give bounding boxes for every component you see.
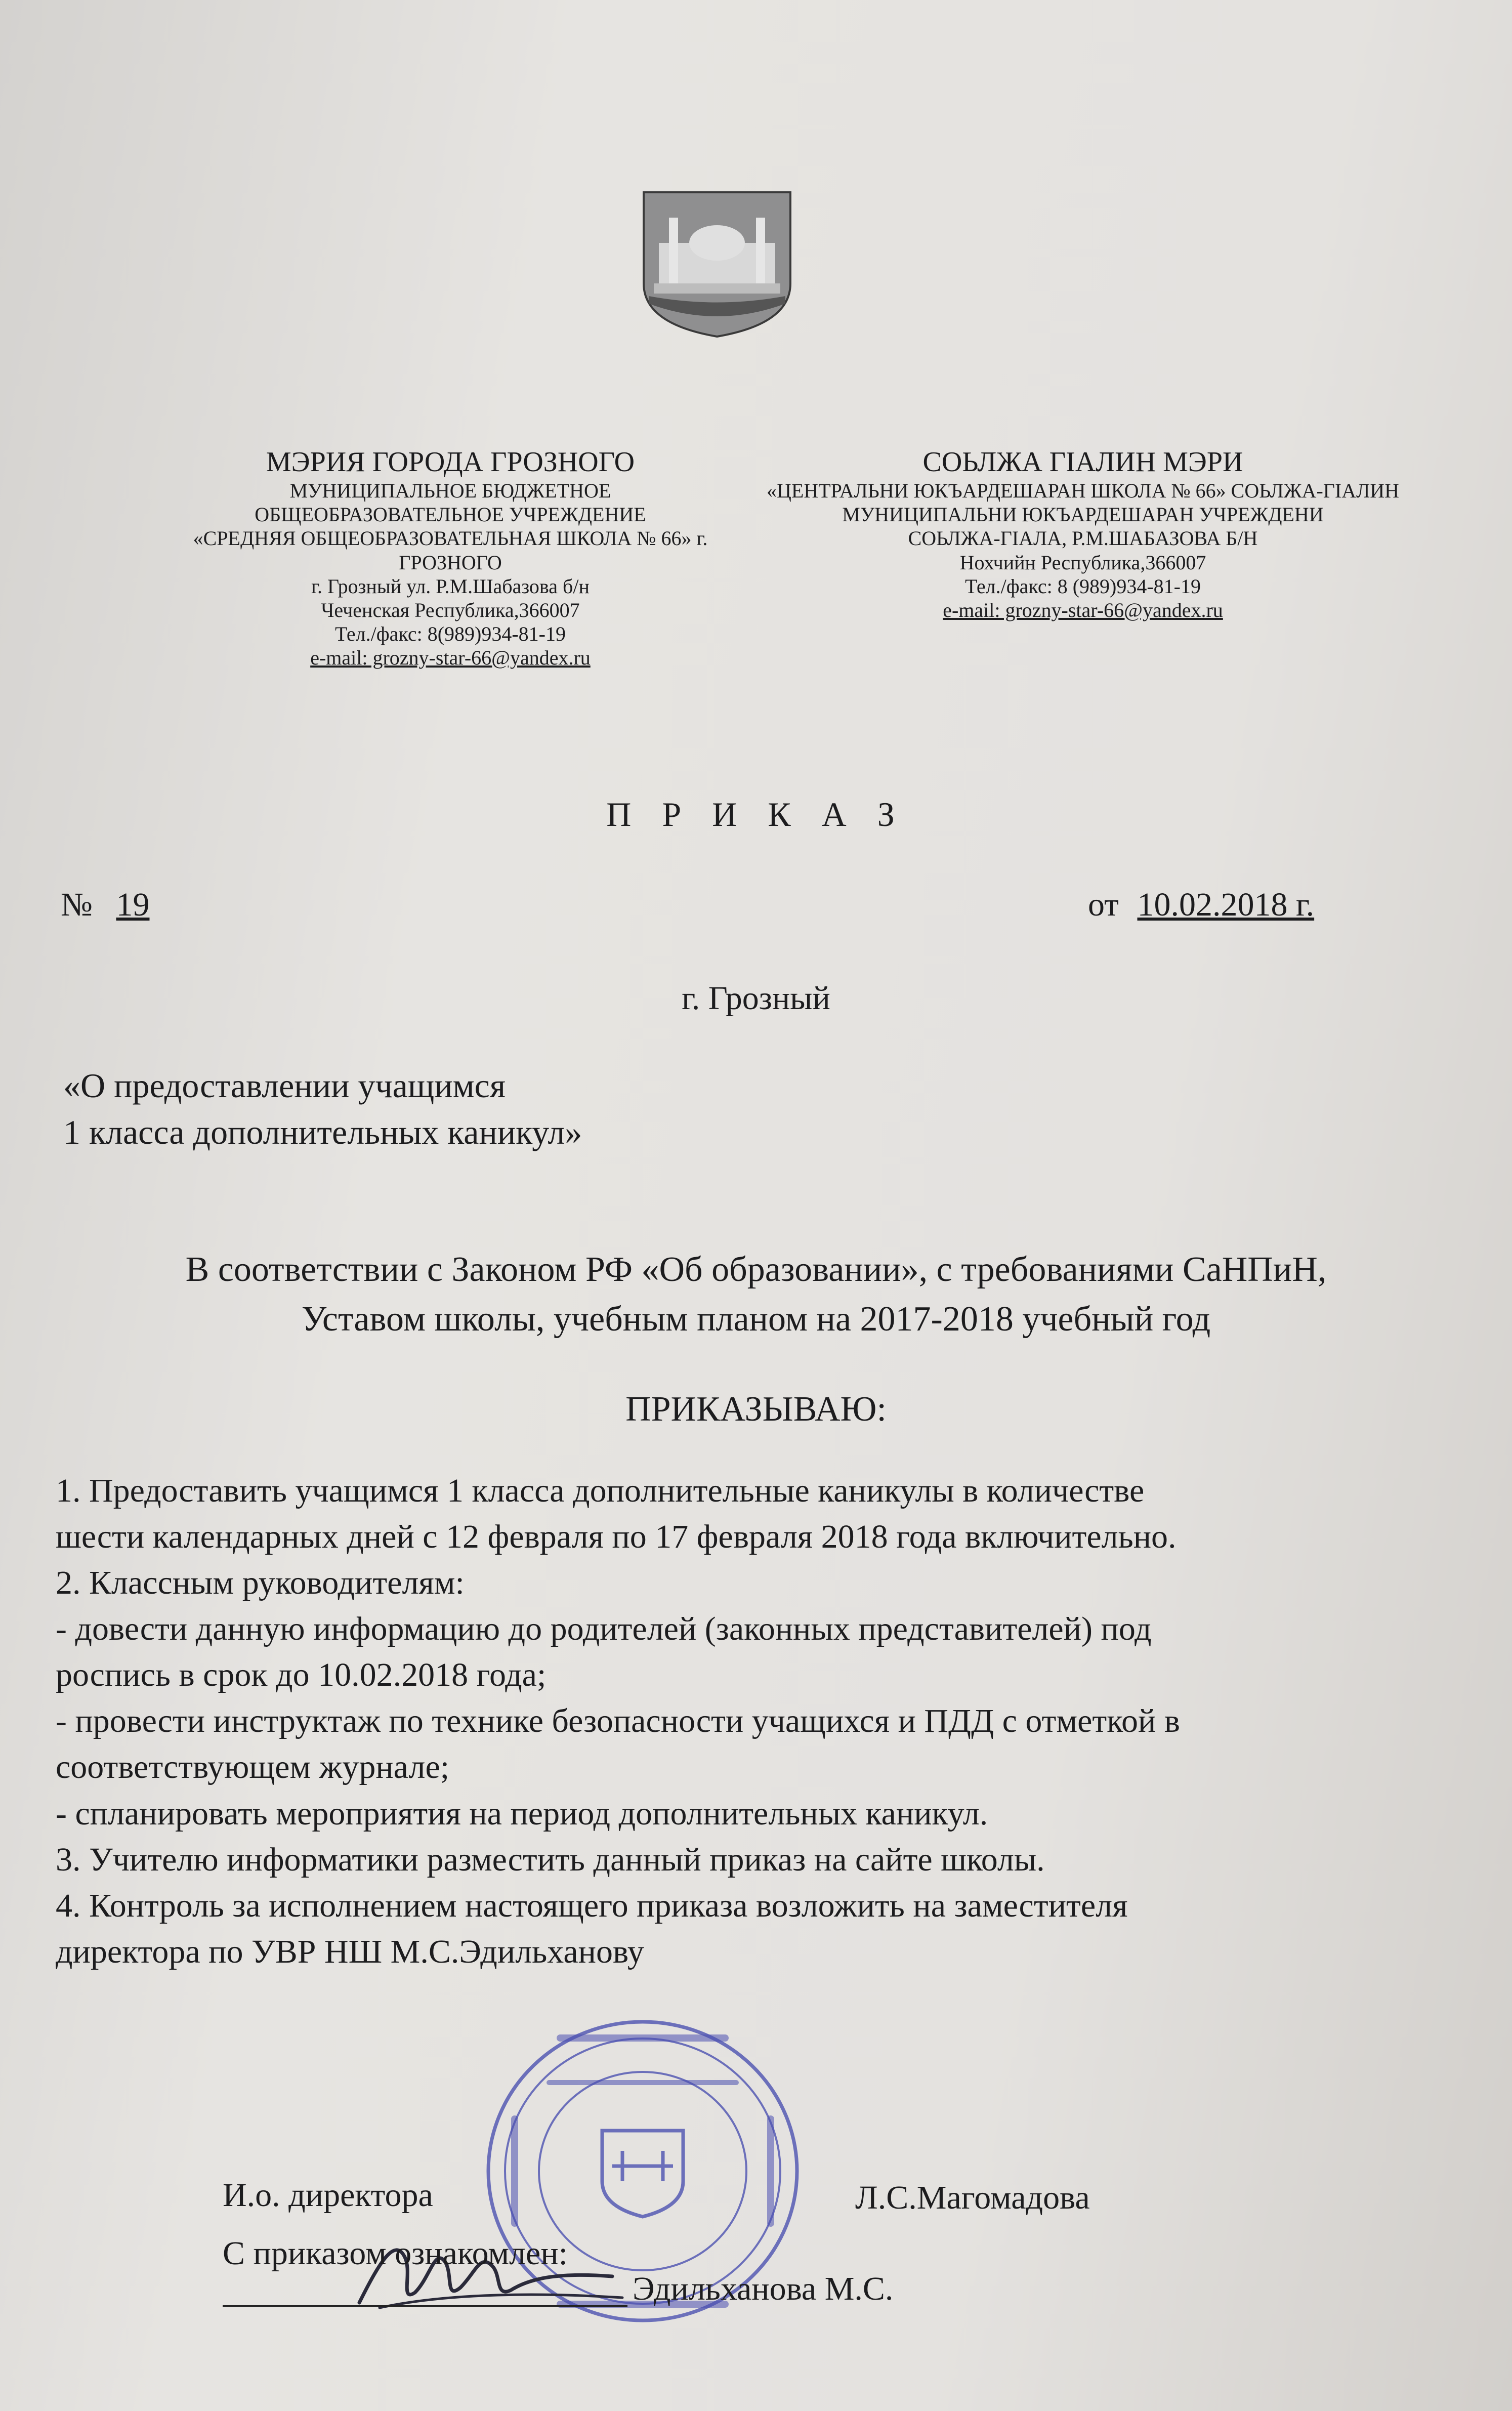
- header-right-line: МУНИЦИПАЛЬНИ ЮКЪАРДЕШАРАН УЧРЕЖДЕНИ: [842, 503, 1324, 526]
- order-item-line: 3. Учителю информатики разместить данный приказ на сайте школы.: [56, 1841, 1045, 1878]
- order-item-line: 2. Классным руководителям:: [56, 1564, 465, 1602]
- date-value: 10.02.2018 г.: [1137, 886, 1315, 923]
- city: г. Грозный: [682, 980, 830, 1017]
- order-date: [1088, 886, 1324, 924]
- header-right-line: «ЦЕНТРАЛЬНИ ЮКЪАРДЕШАРАН ШКОЛА № 66» СОЬЛЖА-ГІАЛИН: [767, 479, 1399, 503]
- header-right-line: Нохчийн Республика,366007: [959, 551, 1206, 574]
- number-label: №: [61, 886, 93, 923]
- header-right-line: Тел./факс: 8 (989)934-81-19: [965, 574, 1201, 598]
- preamble-line: Уставом школы, учебным планом на 2017-2018 учебный год: [301, 1300, 1211, 1339]
- acknowledged-name: Эдильханова М.С.: [633, 2270, 894, 2307]
- signer-name: Л.С.Магомадова: [855, 2179, 1090, 2216]
- header-left-russian: [152, 445, 749, 670]
- order-heading: ПРИКАЗЫВАЮ:: [625, 1390, 887, 1429]
- header-left-line: ОБЩЕОБРАЗОВАТЕЛЬНОЕ УЧРЕЖДЕНИЕ: [255, 503, 646, 526]
- subject-line: «О предоставлении учащимся: [63, 1066, 506, 1105]
- order-item-line: роспись в срок до 10.02.2018 года;: [56, 1656, 547, 1694]
- order-item-line: - провести инструктаж по технике безопасности учащихся и ПДД с отметкой в: [56, 1702, 1180, 1740]
- header-right-title: СОЬЛЖА ГІАЛИН МЭРИ: [922, 446, 1243, 478]
- city-emblem-icon: [639, 187, 795, 339]
- number-value: 19: [116, 886, 150, 923]
- order-item-line: - спланировать мероприятия на период дополнительных каникул.: [56, 1795, 988, 1832]
- preamble-line: В соответствии с Законом РФ «Об образовании», с требованиями СаНПиН,: [185, 1250, 1327, 1289]
- header-right-line: СОЬЛЖА-ГІАЛА, Р.М.ШАБАЗОВА Б/Н: [908, 527, 1258, 550]
- order-item-line: 1. Предоставить учащимся 1 класса дополнительные каникулы в количестве: [56, 1472, 1145, 1509]
- order-item-line: - довести данную информацию до родителей (законных представителей) под: [56, 1610, 1152, 1648]
- header-left-line: Тел./факс: 8(989)934-81-19: [335, 622, 566, 646]
- header-left-line: г. Грозный ул. Р.М.Шабазова б/н: [311, 574, 590, 598]
- date-label: от: [1088, 886, 1119, 923]
- header-left-line: МУНИЦИПАЛЬНОЕ БЮДЖЕТНОЕ: [289, 479, 611, 503]
- subject-line: 1 класса дополнительных каникул»: [63, 1112, 582, 1151]
- order-preamble: [0, 1245, 1512, 1344]
- acknowledgement-label: С приказом ознакомлен:: [223, 2235, 568, 2272]
- order-item-line: 4. Контроль за исполнением настоящего приказа возложить на заместителя: [56, 1887, 1128, 1924]
- order-item-line: шести календарных дней с 12 февраля по 17 февраля 2018 года включительно.: [56, 1518, 1177, 1556]
- order-item-line: соответствующем журнале;: [56, 1749, 450, 1786]
- header-left-line: «СРЕДНЯЯ ОБЩЕОБРАЗОВАТЕЛЬНАЯ ШКОЛА № 66» г. ГРОЗНОГО: [193, 527, 708, 574]
- order-subject: [63, 1063, 582, 1156]
- order-items: [56, 1468, 1473, 1975]
- header-right-email: e-mail: grozny-star-66@yandex.ru: [943, 599, 1223, 622]
- signature-line: [223, 2275, 627, 2307]
- document-title: П Р И К А З: [606, 795, 906, 834]
- order-number: [61, 886, 164, 924]
- order-item-line: директора по УВР НШ М.С.Эдильханову: [56, 1933, 644, 1970]
- header-left-title: МЭРИЯ ГОРОДА ГРОЗНОГО: [266, 446, 635, 478]
- header-left-email: e-mail: grozny-star-66@yandex.ru: [310, 646, 591, 670]
- header-left-line: Чеченская Республика,366007: [321, 599, 580, 622]
- signer-title: И.о. директора: [223, 2177, 433, 2214]
- header-right-chechen: [759, 445, 1407, 622]
